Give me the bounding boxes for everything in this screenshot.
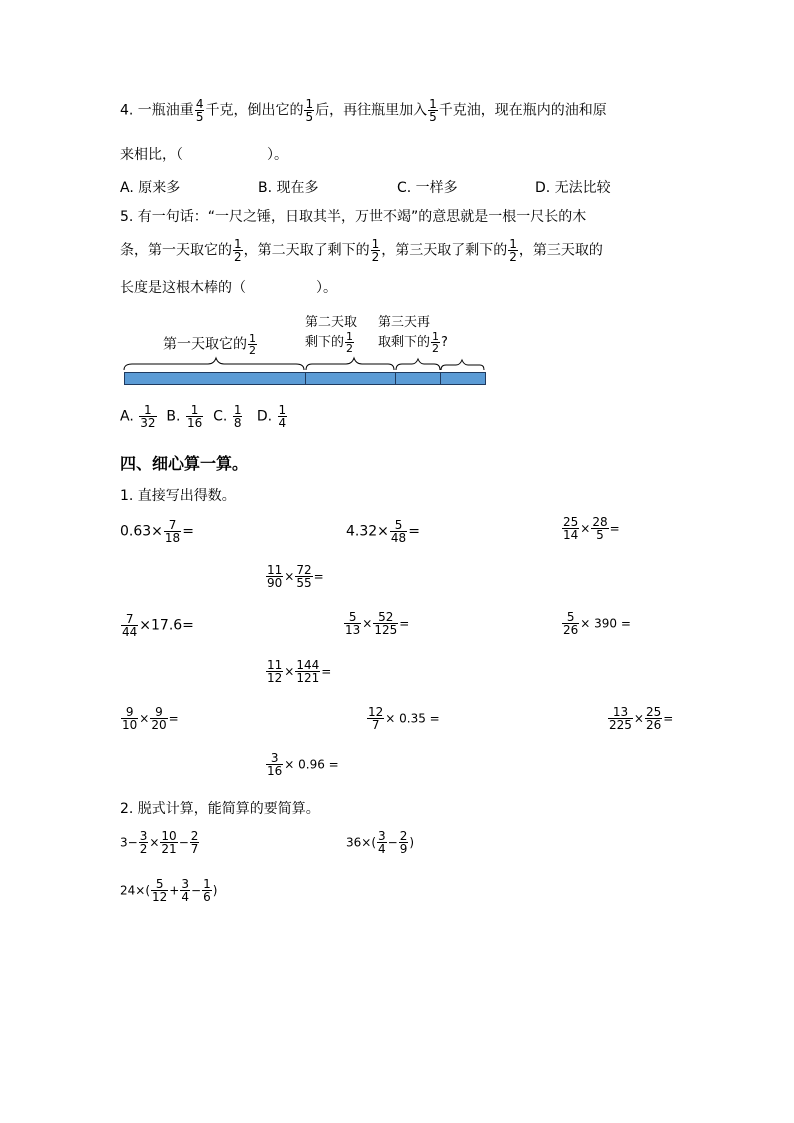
calc-1: 0.63× $\frac{7}{18}$ = bbox=[120, 518, 194, 545]
fraction: $\frac{13}{225}$ bbox=[609, 705, 632, 732]
fraction: $\frac{11}{12}$ bbox=[267, 658, 283, 685]
diagram-label-day1: 第一天取它的 $\frac{1}{2}$ bbox=[163, 332, 256, 357]
fraction: $\frac{1}{4}$ bbox=[278, 403, 287, 430]
fraction: $\frac{1}{2}$ bbox=[509, 237, 517, 264]
fraction: $\frac{28}{5}$ bbox=[592, 515, 608, 542]
fraction: $\frac{7}{18}$ bbox=[164, 518, 181, 545]
fraction: $\frac{1}{6}$ bbox=[203, 877, 211, 904]
fraction: $\frac{3}{16}$ bbox=[267, 751, 283, 778]
calc-9: $\frac{9}{10}$ × $\frac{9}{20}$ = bbox=[122, 705, 179, 732]
fraction: $\frac{25}{26}$ bbox=[645, 705, 662, 732]
fraction: $\frac{1}{2}$ bbox=[346, 330, 354, 355]
q4-text-4: 千克油，现在瓶内的油和原 bbox=[438, 102, 607, 119]
q4-option-d: D. 无法比较 bbox=[535, 180, 611, 196]
fraction: $\frac{1}{2}$ bbox=[371, 237, 380, 264]
fraction: $\frac{1}{5}$ bbox=[305, 97, 314, 124]
fraction: $\frac{144}{121}$ bbox=[296, 658, 320, 685]
rod-segment-day3 bbox=[395, 372, 441, 385]
fraction: $\frac{3}{4}$ bbox=[181, 877, 189, 904]
section-4-title: 四、细心算一算。 bbox=[120, 454, 249, 473]
q5-line3: 长度是这根木棒的（ ）。 bbox=[120, 280, 337, 296]
fraction: $\frac{11}{90}$ bbox=[267, 563, 283, 590]
fraction: $\frac{1}{5}$ bbox=[429, 97, 437, 124]
calc-2: 4.32× $\frac{5}{48}$ = bbox=[346, 518, 420, 545]
calc-12: $\frac{3}{16}$ × 0.96 = bbox=[267, 751, 339, 778]
sub-question-1: 1. 直接写出得数。 bbox=[120, 488, 236, 504]
fraction: $\frac{1}{2}$ bbox=[249, 332, 256, 357]
calc-8: $\frac{11}{12}$ × $\frac{144}{121}$ = bbox=[267, 658, 332, 685]
q4-line1 bbox=[120, 98, 607, 123]
calc-3: $\frac{25}{14}$ × $\frac{28}{5}$ = bbox=[563, 515, 620, 542]
fraction: $\frac{1}{2}$ bbox=[432, 330, 440, 355]
fraction: $\frac{7}{44}$ bbox=[122, 612, 138, 639]
calc-5: $\frac{7}{44}$ ×17.6= bbox=[122, 612, 194, 639]
fraction: $\frac{10}{21}$ bbox=[161, 829, 177, 856]
fraction: $\frac{1}{16}$ bbox=[186, 403, 203, 430]
fraction: $\frac{12}{7}$ bbox=[368, 705, 384, 732]
q4-text-2: 千克，倒出它的 bbox=[205, 102, 304, 119]
fraction: $\frac{9}{10}$ bbox=[122, 705, 138, 732]
calc-7: $\frac{5}{26}$ × 390 = bbox=[563, 610, 631, 637]
q5-options: A. $\frac{1}{32}$ B. $\frac{1}{16}$ C. $\frac{1}{8}$ D. $\frac{1}{4}$ bbox=[120, 403, 287, 430]
q5-line1: 5. 有一句话：“一尺之锤，日取其半，万世不竭”的意思就是一根一尺长的木 bbox=[120, 209, 587, 225]
fraction: $\frac{1}{2}$ bbox=[234, 237, 242, 264]
fraction: $\frac{5}{12}$ bbox=[152, 877, 168, 904]
diagram-label-day3: 第三天再 取剩下的 $\frac{1}{2}$ ? bbox=[378, 315, 448, 355]
fraction: $\frac{3}{2}$ bbox=[139, 829, 148, 856]
fraction: $\frac{2}{9}$ bbox=[399, 829, 408, 856]
fraction: $\frac{1}{32}$ bbox=[140, 403, 156, 430]
fraction: $\frac{2}{7}$ bbox=[190, 829, 199, 856]
diagram-braces bbox=[120, 350, 490, 374]
q4-text-3: 后，再往瓶里加入 bbox=[315, 102, 428, 119]
fraction: $\frac{5}{26}$ bbox=[563, 610, 579, 637]
rod-segment-day1 bbox=[124, 372, 306, 385]
q5-line2: 条，第一天取它的 $\frac{1}{2}$ ，第二天取了剩下的 $\frac{1}{2}$ ，第三天取了剩下的 $\frac{1}{2}$ ，第三天取的 bbox=[120, 237, 603, 264]
calc-6: $\frac{5}{13}$ × $\frac{52}{125}$ = bbox=[345, 610, 410, 637]
q4-option-a: A. 原来多 bbox=[120, 180, 181, 196]
expr-2: 36×( $\frac{3}{4}$ − $\frac{2}{9}$ ) bbox=[346, 829, 415, 856]
q4-option-c: C. 一样多 bbox=[397, 180, 458, 196]
fraction: $\frac{9}{20}$ bbox=[151, 705, 167, 732]
fraction: $\frac{52}{125}$ bbox=[374, 610, 398, 637]
fraction: $\frac{72}{55}$ bbox=[296, 563, 312, 590]
calc-11: $\frac{13}{225}$ × $\frac{25}{26}$ = bbox=[609, 705, 674, 732]
expr-1: 3− $\frac{3}{2}$ × $\frac{10}{21}$ − $\frac{2}{7}$ bbox=[120, 829, 199, 856]
expr-3: 24×( $\frac{5}{12}$ + $\frac{3}{4}$ − $\frac{1}{6}$ ) bbox=[120, 877, 218, 904]
fraction: $\frac{5}{13}$ bbox=[345, 610, 361, 637]
rod-segment-remaining bbox=[440, 372, 486, 385]
rod-segment-day2 bbox=[305, 372, 396, 385]
q4-text-1: 4. 一瓶油重 bbox=[120, 102, 194, 119]
calc-4: $\frac{11}{90}$ × $\frac{72}{55}$ = bbox=[267, 563, 324, 590]
q4-option-b: B. 现在多 bbox=[258, 180, 319, 196]
fraction: $\frac{5}{48}$ bbox=[390, 518, 407, 545]
fraction: $\frac{1}{8}$ bbox=[233, 403, 242, 430]
sub-question-2: 2. 脱式计算，能简算的要简算。 bbox=[120, 801, 320, 817]
calc-10: $\frac{12}{7}$ × 0.35 = bbox=[368, 705, 440, 732]
fraction: $\frac{3}{4}$ bbox=[378, 829, 386, 856]
diagram-label-day2: 第二天取 剩下的 $\frac{1}{2}$ bbox=[305, 315, 358, 355]
fraction: $\frac{4}{5}$ bbox=[195, 97, 204, 124]
q4-line2: 来相比，（ ）。 bbox=[120, 147, 288, 163]
fraction: $\frac{25}{14}$ bbox=[563, 515, 579, 542]
